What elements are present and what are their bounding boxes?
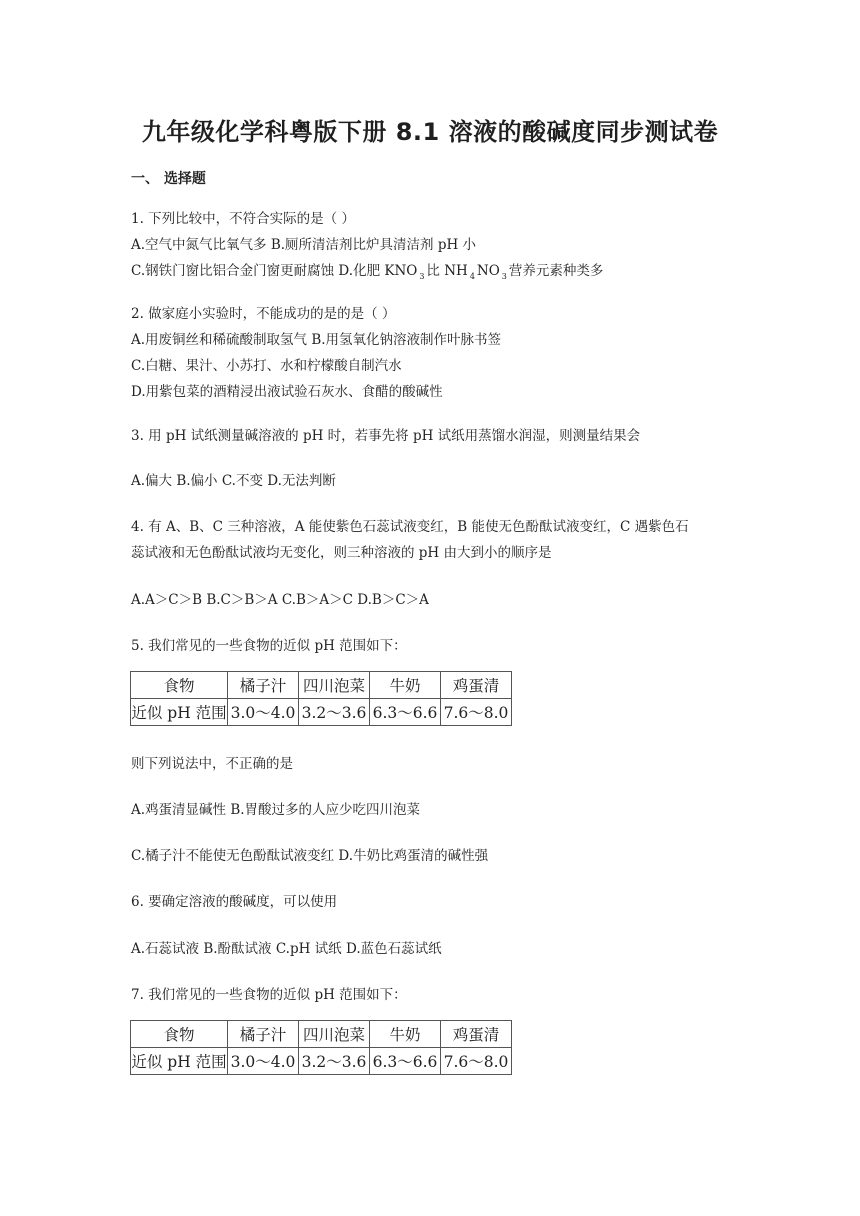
q7-stem: 7. 我们常见的一些食物的近似 pH 范围如下： [131,987,407,1003]
q1-options-line-2 [131,259,603,281]
q1-options-line-1: A.空气中氮气比氧气多 B.厕所清洁剂比炉具清洁剂 pH 小 [131,237,477,253]
table-cell: 近似 pH 范围 [131,699,228,726]
q2-options-line-1: A.用废铜丝和稀硫酸制取氢气 B.用氢氧化钠溶液制作叶脉书签 [131,332,502,348]
table-row [131,1048,512,1075]
q5-options-line-2: C.橘子汁不能使无色酚酞试液变红 D.牛奶比鸡蛋清的碱性强 [131,848,489,864]
table-cell: 3.2～3.6 [299,699,370,726]
q2-options-line-3: D.用紫包菜的酒精浸出液试验石灰水、食醋的酸碱性 [131,384,443,400]
table-cell: 3.0～4.0 [228,699,299,726]
table-cell: 四川泡菜 [299,1021,370,1048]
q1-stem: 1. 下列比较中，不符合实际的是（ ） [131,211,355,227]
subscript: 3 [501,272,507,281]
q5-stem: 5. 我们常见的一些食物的近似 pH 范围如下： [131,638,407,654]
q5-options-line-1: A.鸡蛋清显碱性 B.胃酸过多的人应少吃四川泡菜 [131,802,421,818]
q6-stem: 6. 要确定溶液的酸碱度，可以使用 [131,894,338,910]
table-cell: 7.6～8.0 [441,699,512,726]
q5-after-text: 则下列说法中，不正确的是 [131,756,293,772]
q2-stem: 2. 做家庭小实验时，不能成功的是的是（ ） [131,306,396,322]
table-cell: 食物 [131,1021,228,1048]
q4-stem-line-1: 4. 有 A、B、C 三种溶液，A 能使紫色石蕊试液变红，B 能使无色酚酞试液变红，C 遇紫色石 [131,519,689,535]
q7-ph-table [130,1020,512,1075]
table-cell: 食物 [131,672,228,699]
table-cell: 3.2～3.6 [299,1048,370,1075]
q1-line2-part-c: NO [476,263,500,279]
table-cell: 7.6～8.0 [441,1048,512,1075]
table-cell: 牛奶 [370,1021,441,1048]
table-cell: 近似 pH 范围 [131,1048,228,1075]
table-header-row [131,1021,512,1048]
q6-options: A.石蕊试液 B.酚酞试液 C.pH 试纸 D.蓝色石蕊试纸 [131,941,442,957]
table-cell: 鸡蛋清 [441,1021,512,1048]
q4-options: A.A＞C＞B B.C＞B＞A C.B＞A＞C D.B＞C＞A [131,592,429,608]
subscript: 4 [469,272,475,281]
q1-line2-part-b: 比 NH [426,263,468,279]
table-cell: 3.0～4.0 [228,1048,299,1075]
q4-stem-line-2: 蕊试液和无色酚酞试液均无变化，则三种溶液的 pH 由大到小的顺序是 [131,545,552,561]
page-title: 九年级化学科粤版下册 8.1 溶液的酸碱度同步测试卷 [141,118,719,146]
q2-options-line-2: C.白糖、果汁、小苏打、水和柠檬酸自制汽水 [131,358,402,374]
subscript: 3 [419,272,425,281]
table-cell: 橘子汁 [228,1021,299,1048]
q1-line2-part-d: 营养元素种类多 [508,263,604,279]
section-heading: 一、 选择题 [131,171,206,187]
table-cell: 鸡蛋清 [441,672,512,699]
table-cell: 6.3～6.6 [370,699,441,726]
table-cell: 四川泡菜 [299,672,370,699]
table-cell: 橘子汁 [228,672,299,699]
table-row [131,699,512,726]
q5-ph-table [130,671,512,726]
q3-stem: 3. 用 pH 试纸测量碱溶液的 pH 时，若事先将 pH 试纸用蒸馏水润湿，则测量结果会 [131,428,641,444]
q1-line2-part-a: C.钢铁门窗比铝合金门窗更耐腐蚀 D.化肥 KNO [131,263,418,279]
table-cell: 牛奶 [370,672,441,699]
table-header-row [131,672,512,699]
q3-options: A.偏大 B.偏小 C.不变 D.无法判断 [131,473,336,489]
table-cell: 6.3～6.6 [370,1048,441,1075]
